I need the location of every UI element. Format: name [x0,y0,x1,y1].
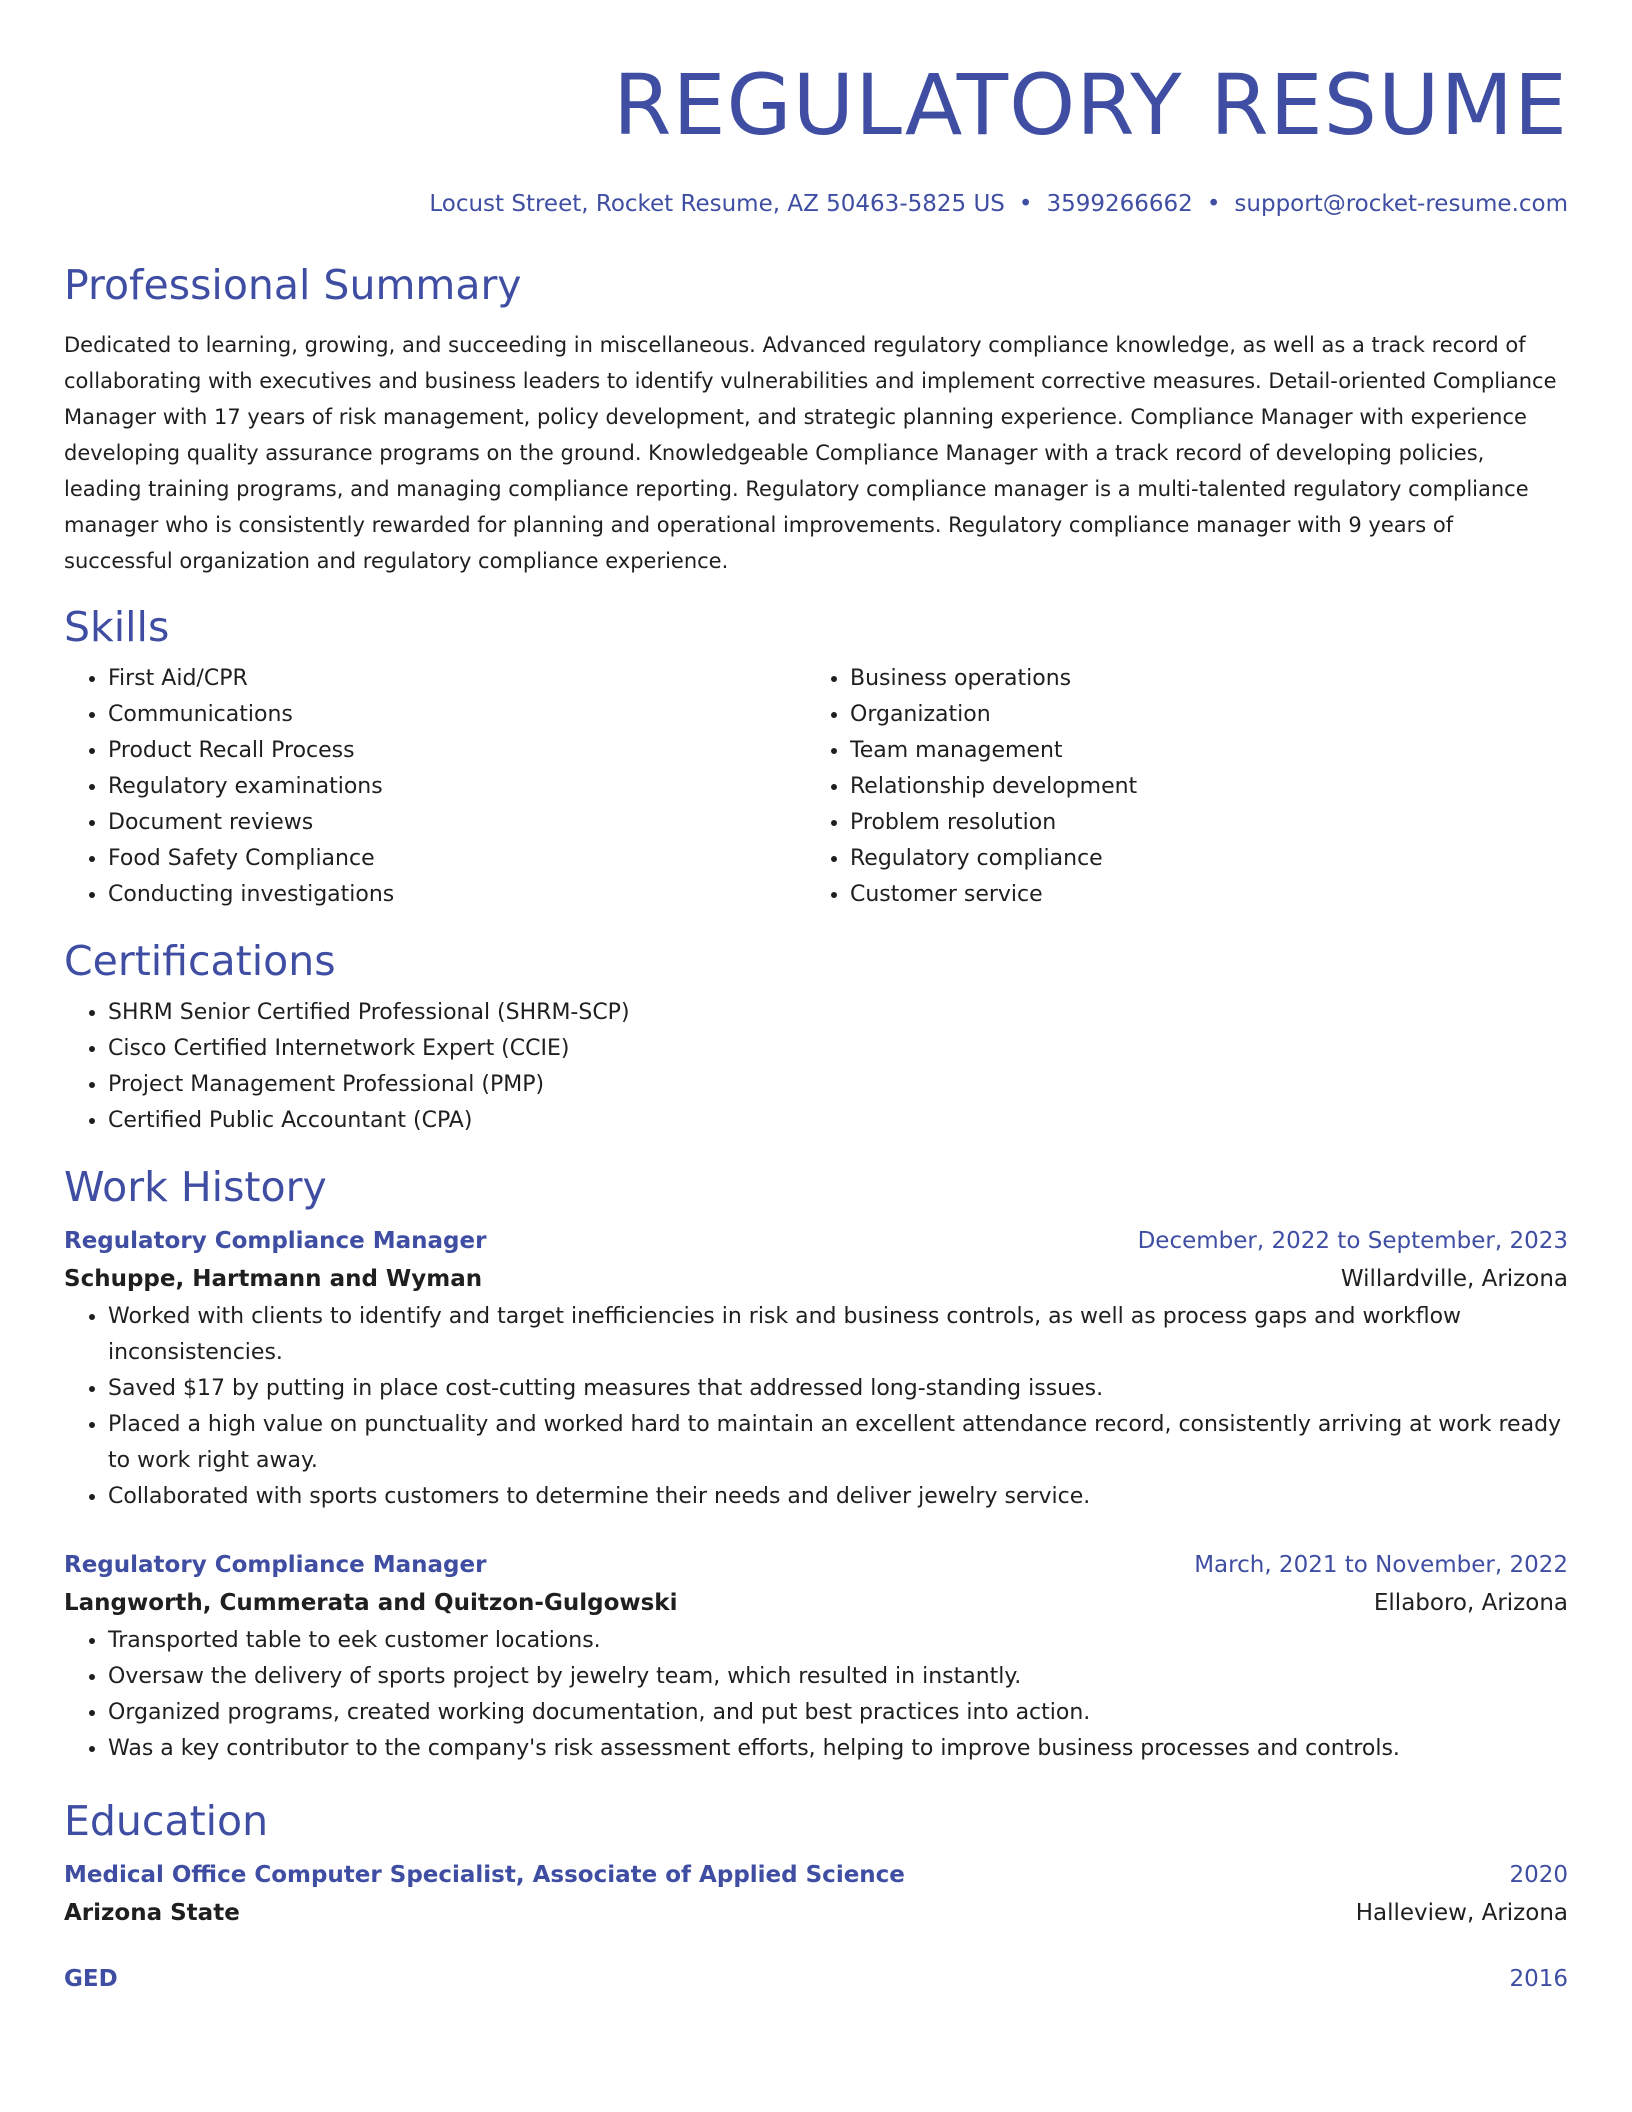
education-entry [64,1857,1568,1933]
list-item: • Transported table to eek customer locations. [108,1623,1568,1659]
work-history-section [64,1161,1568,1767]
degree: GED [64,1966,118,1992]
list-item: • Organized programs, created working documentation, and put best practices into action. [108,1695,1568,1731]
job-location: Willardville, Arizona [1340,1266,1568,1292]
list-item: • Business operations [850,661,1548,697]
school: Arizona State [64,1900,240,1926]
job-location: Ellaboro, Arizona [1373,1590,1568,1616]
list-item: • Problem resolution [850,805,1548,841]
section-heading: Education [64,1797,269,1845]
degree: Medical Office Computer Specialist, Associate of Applied Science [64,1862,905,1888]
list-item: • Regulatory examinations [108,769,806,805]
education-section [64,1795,1568,1997]
list-item: • Relationship development [850,769,1548,805]
address: Locust Street, Rocket Resume, AZ 50463-5825 US [429,191,1005,217]
list-item: • Team management [850,733,1548,769]
list-item: • Collaborated with sports customers to determine their needs and deliver jewelry service. [108,1479,1568,1515]
job-dates: March, 2021 to November, 2022 [1194,1552,1568,1578]
list-item: • Food Safety Compliance [108,841,806,877]
skills-column-right [806,661,1548,913]
list-item: • Customer service [850,877,1548,913]
list-item: • First Aid/CPR [108,661,806,697]
list-item: • Document reviews [108,805,806,841]
email: support@rocket-resume.com [1234,191,1568,217]
skills-columns [64,661,1568,913]
summary-text: Dedicated to learning, growing, and succeeding in miscellaneous. Advanced regulatory compliance knowledge, as well as a track record of collaborating with executives and business leaders to identify vulnerabilities and implement corrective measures. Detail-oriented Compliance Manager with 17 years of risk management, policy development, and strategic planning experience. Compliance Manager with experience developing quality assurance programs on the ground. Knowledgeable Compliance Manager with a track record of developing policies, leading training programs, and managing compliance reporting. Regulatory compliance manager is a multi-talented regulatory compliance manager who is consistently rewarded for planning and operational improvements. Regulatory compliance manager with 9 years of successful organization and regulatory compliance experience. [64,333,1557,573]
skills-column-left [64,661,806,913]
section-heading: Certifications [64,937,336,985]
certifications-section [64,935,1568,1139]
list-item: • Organization [850,697,1548,733]
job-title: Regulatory Compliance Manager [64,1552,487,1578]
school-location: Halleview, Arizona [1355,1900,1568,1926]
contact-separator: • [1018,191,1033,217]
phone: 3599266662 [1046,191,1193,217]
skills-section [64,601,1568,913]
list-item: • Cisco Certified Internetwork Expert (CCIE) [108,1031,1568,1067]
contact-line [64,189,1568,219]
job-company: Schuppe, Hartmann and Wyman [64,1266,483,1292]
section-heading: Skills [64,603,170,651]
contact-separator: • [1206,191,1221,217]
list-item: • Was a key contributor to the company's risk assessment efforts, helping to improve business processes and controls. [108,1731,1568,1767]
job-entry [64,1547,1568,1767]
education-entry [64,1961,1568,1997]
graduation-year: 2020 [1509,1862,1568,1888]
resume-title: REGULATORY RESUME [613,56,1568,154]
job-company: Langworth, Cummerata and Quitzon-Gulgowski [64,1590,678,1616]
list-item: • Conducting investigations [108,877,806,913]
list-item: • Saved $17 by putting in place cost-cutting measures that addressed long-standing issues. [108,1371,1568,1407]
job-dates: December, 2022 to September, 2023 [1137,1228,1568,1254]
graduation-year: 2016 [1509,1966,1568,1992]
list-item: • Product Recall Process [108,733,806,769]
section-heading: Work History [64,1163,327,1211]
summary-section [64,259,1568,579]
job-title: Regulatory Compliance Manager [64,1228,487,1254]
list-item: • Worked with clients to identify and target inefficiencies in risk and business controls, as well as process gaps and workflow inconsistencies. [108,1299,1568,1371]
list-item: • Placed a high value on punctuality and worked hard to maintain an excellent attendance record, consistently arriving at work ready to work right away. [108,1407,1568,1479]
list-item: • Oversaw the delivery of sports project by jewelry team, which resulted in instantly. [108,1659,1568,1695]
list-item: • Project Management Professional (PMP) [108,1067,1568,1103]
list-item: • SHRM Senior Certified Professional (SHRM-SCP) [108,995,1568,1031]
section-heading: Professional Summary [64,261,522,309]
list-item: • Certified Public Accountant (CPA) [108,1103,1568,1139]
job-entry [64,1223,1568,1515]
list-item: • Regulatory compliance [850,841,1548,877]
list-item: • Communications [108,697,806,733]
